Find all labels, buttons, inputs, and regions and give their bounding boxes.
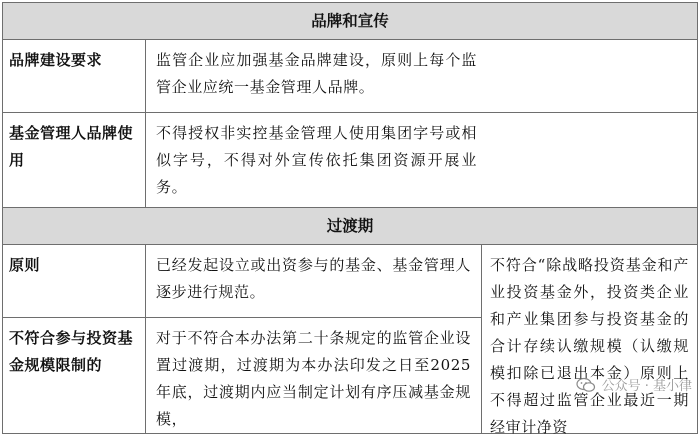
row-label: 品牌建设要求	[3, 40, 146, 113]
table-row	[3, 245, 698, 318]
row-text: 不得授权非实控基金管理人使用集团字号或相似字号，不得对外宣传依托集团资源开展业务。	[146, 113, 698, 208]
row-label: 基金管理人品牌使用	[3, 113, 146, 208]
row-label: 原则	[3, 245, 146, 318]
row-text: 已经发起设立或出资参与的基金、基金管理人逐步进行规范。	[146, 245, 482, 318]
row-text-content: 对于不符合本办法第二十条规定的监管企业设置过渡期，过渡期为本办法印发之日至2025年底，过渡期内应当制定计划有序压减基金规模，	[156, 329, 471, 428]
row-text	[146, 318, 482, 434]
table-row	[3, 113, 698, 208]
section-title-transition: 过渡期	[3, 208, 698, 245]
side-note	[482, 245, 698, 434]
section-header-transition	[3, 208, 698, 245]
row-label: 不符合参与投资基金规模限制的	[3, 318, 146, 434]
regulation-table	[2, 2, 698, 434]
section-title-brand: 品牌和宣传	[3, 3, 698, 40]
row-text: 监管企业应加强基金品牌建设，原则上每个监管企业应统一基金管理人品牌。	[146, 40, 698, 113]
watermark-text: 公众号 · 基小律	[601, 379, 692, 394]
section-header-brand	[3, 3, 698, 40]
table-row	[3, 40, 698, 113]
side-note-text: 不符合“除战略投资基金和产业投资基金外，投资类企业和产业集团参与投资基金的合计存续认缴规模（认缴规模扣除已退出本金）原则上不得超过监管企业最近一期经审计净资	[490, 256, 689, 436]
